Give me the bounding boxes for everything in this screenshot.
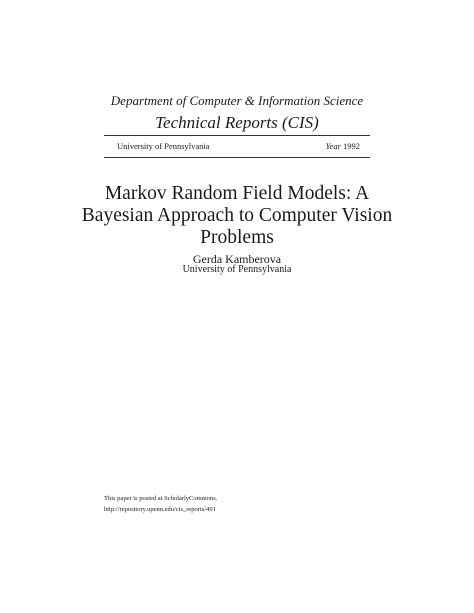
year-label: Year [325, 141, 341, 151]
author-name: Gerda Kamberova [192, 252, 282, 266]
author-affiliation: University of Pennsylvania [182, 264, 292, 275]
top-rule [104, 135, 370, 136]
report-series: Technical Reports (CIS) [155, 113, 319, 132]
title-line-2: Bayesian Approach to Computer Vision [81, 205, 393, 226]
posting-notice [104, 493, 217, 515]
repository-link[interactable]: http://repository.upenn.edu/cis_reports/491 [104, 506, 216, 513]
posting-notice-text: This paper is posted at ScholarlyCommons. [104, 495, 218, 502]
department-name: Department of Computer & Information Science [110, 93, 364, 108]
bottom-rule [104, 157, 370, 158]
year-block [326, 140, 360, 152]
title-line-1: Markov Random Field Models: A [104, 183, 370, 204]
title-line-3: Problems [200, 227, 274, 248]
year-value: 1992 [343, 141, 360, 151]
institution-label: University of Pennsylvania [117, 141, 210, 151]
paper-title [60, 183, 414, 249]
